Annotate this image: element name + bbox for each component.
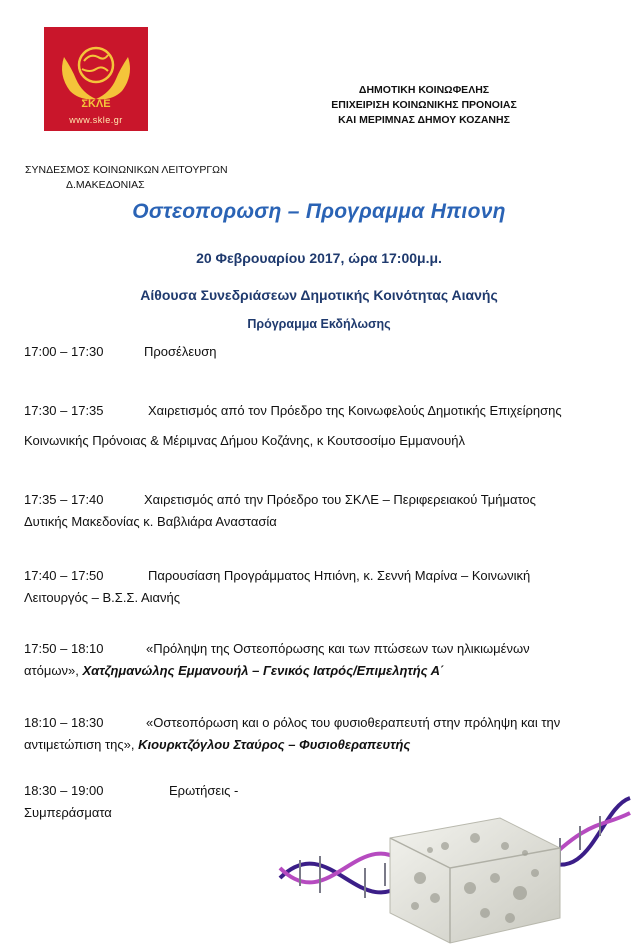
schedule-time: 17:30 – 17:35 bbox=[24, 403, 104, 418]
header-right-line: ΕΠΙΧΕΙΡΙΣΗ ΚΟΙΝΩΝΙΚΗΣ ΠΡΟΝΟΙΑΣ bbox=[331, 99, 517, 111]
header-left-line: ΣΥΝΔΕΣΜΟΣ ΚΟΙΝΩΝΙΚΩΝ ΛΕΙΤΟΥΡΓΩΝ bbox=[25, 164, 228, 176]
logo-url: www.skle.gr bbox=[69, 115, 123, 125]
header-right-line: ΔΗΜΟΤΙΚΗ ΚΟΙΝΩΦΕΛΗΣ bbox=[358, 84, 490, 96]
header-left-line: Δ.ΜΑΚΕΔΟΝΙΑΣ bbox=[66, 179, 145, 191]
schedule-item bbox=[24, 565, 620, 609]
schedule-time: 18:10 – 18:30 bbox=[24, 715, 104, 730]
schedule-time: 17:35 – 17:40 bbox=[24, 492, 104, 507]
header-organization-left bbox=[25, 163, 228, 193]
schedule-text: «Πρόληψη της Οστεοπόρωσης και των πτώσεων των ηλικιωμένων bbox=[146, 641, 530, 656]
speaker-name: Χατζημανώλης Εμμανουήλ – Γενικός Ιατρός/Επιμελητής Α΄ bbox=[82, 663, 445, 678]
schedule-text: «Οστεοπόρωση και ο ρόλος του φυσιοθεραπευτή στην πρόληψη και την bbox=[146, 715, 561, 730]
page-title: Οστεοπορωση – Προγραμμα Ηπιονη bbox=[132, 200, 506, 223]
header-right-line: ΚΑΙ ΜΕΡΙΜΝΑΣ ΔΗΜΟΥ ΚΟΖΑΝΗΣ bbox=[338, 114, 510, 126]
schedule-text: Χαιρετισμός από την Πρόεδρο του ΣΚΛΕ – Περιφερειακού Τμήματος bbox=[144, 492, 536, 507]
schedule-text-cont: Συμπεράσματα bbox=[24, 805, 112, 820]
schedule-text-cont: Λειτουργός – Β.Σ.Σ. Αιανής bbox=[24, 590, 181, 605]
schedule-text: Παρουσίαση Προγράμματος Ηπιόνη, κ. Σεννή Μαρίνα – Κοινωνική bbox=[148, 568, 531, 583]
bone-dna-illustration bbox=[270, 768, 638, 951]
schedule-item bbox=[24, 400, 620, 452]
schedule-item bbox=[24, 712, 620, 756]
schedule-text-cont: αντιμετώπιση της», bbox=[24, 737, 135, 752]
program-label: Πρόγραμμα Εκδήλωσης bbox=[247, 317, 391, 331]
speaker-name: Κιουρκτζόγλου Σταύρος – Φυσιοθεραπευτής bbox=[138, 737, 411, 752]
event-venue: Αίθουσα Συνεδριάσεων Δημοτικής Κοινότητας Αιανής bbox=[140, 287, 498, 303]
schedule-text-cont: ατόμων», bbox=[24, 663, 79, 678]
header-organization-right bbox=[320, 83, 528, 128]
schedule-item bbox=[24, 638, 620, 682]
schedule-time: 17:50 – 18:10 bbox=[24, 641, 104, 656]
event-date: 20 Φεβρουαρίου 2017, ώρα 17:00μ.μ. bbox=[196, 250, 442, 266]
logo-text: ΣΚΛΕ bbox=[81, 98, 111, 110]
schedule-text-cont: Δυτικής Μακεδονίας κ. Βαβλιάρα Αναστασία bbox=[24, 514, 277, 529]
schedule-time: 17:00 – 17:30 bbox=[24, 344, 104, 359]
schedule-time: 18:30 – 19:00 bbox=[24, 783, 104, 798]
schedule-text: Ερωτήσεις - bbox=[169, 783, 239, 798]
schedule-item bbox=[24, 341, 614, 363]
schedule-text-cont: Κοινωνικής Πρόνοιας & Μέριμνας Δήμου Κοζάνης, κ Κουτσοσίμο Εμμανουήλ bbox=[24, 433, 465, 448]
schedule-item bbox=[24, 780, 284, 824]
schedule-text: Προσέλευση bbox=[144, 344, 217, 359]
schedule-text: Χαιρετισμός από τον Πρόεδρο της Κοινωφελούς Δημοτικής Επιχείρησης bbox=[148, 403, 562, 418]
schedule-item bbox=[24, 489, 620, 533]
schedule-time: 17:40 – 17:50 bbox=[24, 568, 104, 583]
skle-logo bbox=[44, 27, 148, 131]
